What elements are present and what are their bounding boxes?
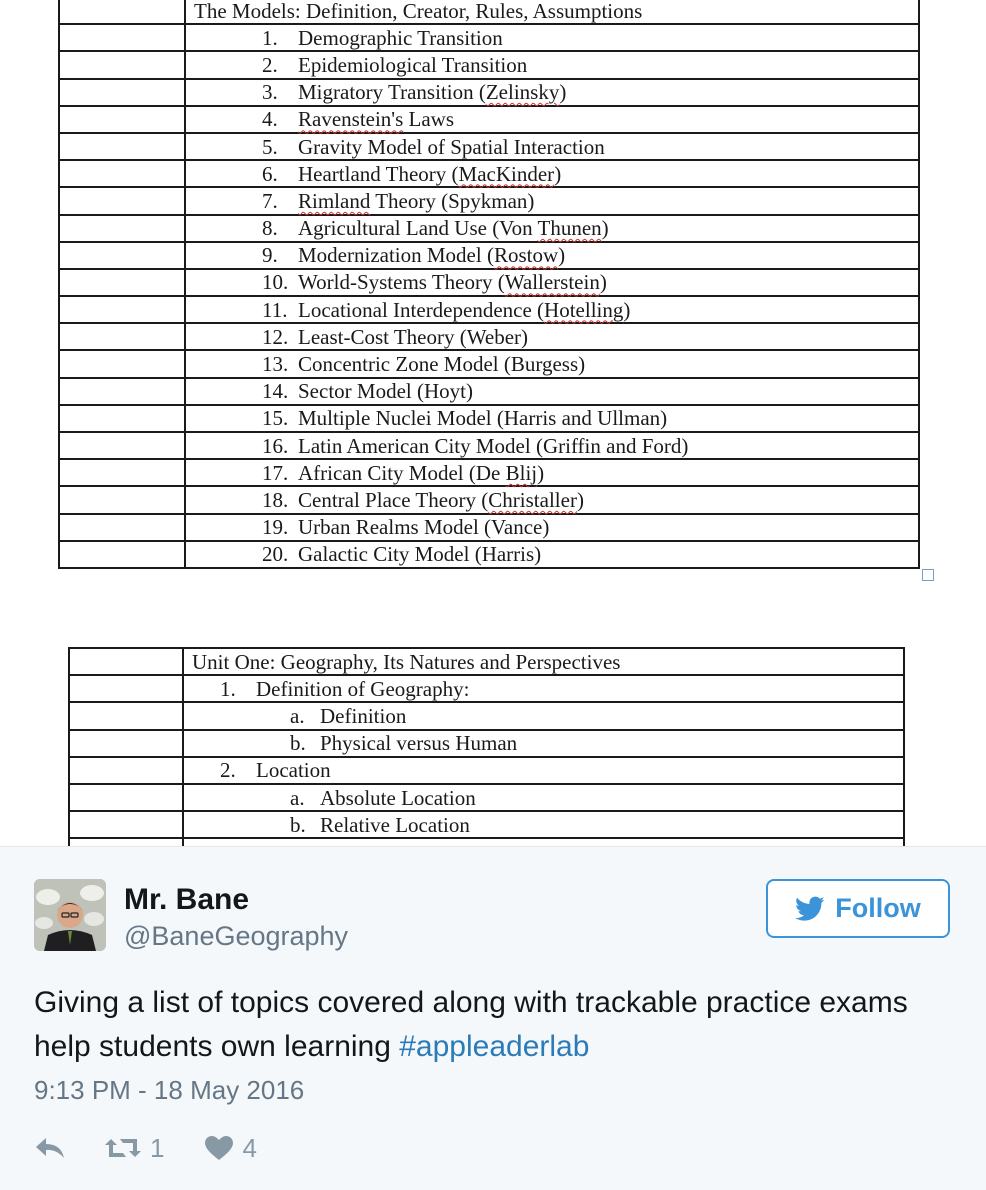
item-text: Relative Location: [320, 812, 470, 837]
models-table-header: The Models: Definition, Creator, Rules, Assumptions: [185, 0, 919, 24]
table-row: [69, 784, 904, 811]
table-row: [59, 350, 919, 377]
retweet-icon: [104, 1135, 142, 1161]
table-row: [59, 514, 919, 541]
table-cell-blank: [69, 648, 183, 675]
table-cell-blank: [59, 160, 185, 187]
table-row: [59, 378, 919, 405]
item-number: 16.: [262, 433, 289, 458]
item-number: 7.: [262, 188, 278, 213]
item-text: ): [554, 161, 562, 186]
table-cell-blank: [59, 133, 185, 160]
table-cell-blank: [69, 757, 183, 784]
table-cell-blank: [59, 187, 185, 214]
item-number: 11.: [262, 297, 288, 322]
table-row: [59, 486, 919, 513]
item-number: 4.: [262, 107, 278, 132]
retweet-button[interactable]: [104, 1133, 164, 1164]
table-cell-blank: [69, 675, 183, 702]
table-cell-blank: [59, 51, 185, 78]
item-text: Gravity Model of Spatial Interaction: [298, 134, 605, 159]
item-number: 20.: [262, 542, 289, 567]
table-cell-item: [185, 405, 919, 432]
table-cell-item: [185, 24, 919, 51]
spellcheck-word: Ravenstein's: [298, 107, 404, 132]
table-cell-item: [185, 323, 919, 350]
table-row: [59, 160, 919, 187]
table-cell-item: [185, 432, 919, 459]
table-cell-blank: [59, 323, 185, 350]
item-text: Multiple Nuclei Model (Harris and Ullman): [298, 406, 668, 431]
table-cell-item: [185, 106, 919, 133]
table-cell-item: [183, 730, 904, 757]
table-cell-blank: [69, 730, 183, 757]
item-text: Epidemiological Transition: [298, 52, 528, 77]
item-number: 6.: [262, 161, 278, 186]
item-text: Definition: [320, 703, 407, 728]
table-cell-item: [185, 187, 919, 214]
item-text: Modernization Model (: [298, 243, 494, 268]
item-text: Urban Realms Model (Vance): [298, 515, 550, 540]
item-text: Sector Model (Hoyt): [298, 379, 473, 404]
table-cell-item: [185, 160, 919, 187]
table-row: [59, 269, 919, 296]
item-text: Least-Cost Theory (Weber): [298, 324, 529, 349]
item-number: 3.: [262, 80, 278, 105]
table-row: [59, 323, 919, 350]
table-cell-item: [185, 378, 919, 405]
table-cell-blank: [59, 215, 185, 242]
item-text: ): [601, 216, 609, 241]
table-row: [69, 702, 904, 729]
author-name[interactable]: Mr. Bane: [124, 883, 250, 916]
table-row: [59, 24, 919, 51]
tweet-timestamp[interactable]: 9:13 PM - 18 May 2016: [34, 1075, 305, 1105]
spellcheck-word: MacKinder: [458, 161, 555, 186]
table-cell-item: [185, 51, 919, 78]
item-number: 13.: [262, 352, 289, 377]
item-number: 2.: [220, 758, 236, 783]
tweet-text: [34, 981, 934, 1069]
item-text: African City Model (De: [298, 460, 506, 485]
avatar-image: [34, 879, 106, 951]
item-number: 15.: [262, 406, 289, 431]
item-text: ): [576, 487, 584, 512]
table-row-cutoff: [68, 839, 905, 846]
item-text: World-Systems Theory (: [298, 270, 505, 295]
item-number: 10.: [262, 270, 289, 295]
table-row: [59, 133, 919, 160]
table-cell-item: [185, 486, 919, 513]
item-text: Latin American City Model (Griffin and Ford): [298, 433, 689, 458]
models-table: [58, 0, 920, 569]
table-cell-blank: [59, 432, 185, 459]
table-cell-item: [185, 133, 919, 160]
heart-icon: [204, 1135, 234, 1161]
spellcheck-word: Christaller: [488, 487, 577, 512]
table-cell-item: [185, 350, 919, 377]
table-cell-blank: [59, 541, 185, 568]
reply-icon: [34, 1135, 66, 1161]
table-row: [59, 187, 919, 214]
item-text: Theory (Spykman): [370, 188, 535, 213]
item-number: 14.: [262, 379, 289, 404]
item-number: 19.: [262, 515, 289, 540]
item-number: 12.: [262, 324, 289, 349]
item-number: 8.: [262, 216, 278, 241]
item-text: Central Place Theory (: [298, 487, 489, 512]
tweet-actions: [34, 1133, 257, 1163]
table-cell-blank: [59, 296, 185, 323]
item-number: a.: [290, 785, 305, 810]
item-text: Heartland Theory (: [298, 161, 459, 186]
item-number: 5.: [262, 134, 278, 159]
table-cell-item: [183, 675, 904, 702]
table-cell-blank: [59, 0, 185, 24]
spellcheck-word: Hotelling: [544, 297, 624, 322]
table-header-row: [69, 648, 904, 675]
table-row: [59, 296, 919, 323]
item-number: 17.: [262, 460, 289, 485]
table-row: [69, 811, 904, 838]
twitter-bird-icon: [795, 896, 825, 922]
table-cell-blank: [69, 784, 183, 811]
item-text: ): [558, 243, 566, 268]
table-cell-item: [185, 215, 919, 242]
like-count: 4: [242, 1132, 257, 1163]
table-row: [59, 215, 919, 242]
item-text: Physical versus Human: [320, 731, 518, 756]
table-cell-item: [185, 269, 919, 296]
item-text: Concentric Zone Model (Burgess): [298, 352, 586, 377]
table-resize-handle[interactable]: [922, 569, 934, 581]
reply-button[interactable]: [34, 1135, 66, 1161]
table-cell-blank: [59, 242, 185, 269]
spellcheck-word: Rostow: [493, 243, 559, 268]
table-cell-item: [185, 296, 919, 323]
table-row: [59, 79, 919, 106]
item-text: Demographic Transition: [298, 25, 503, 50]
item-text: Locational Interdependence (: [298, 297, 545, 322]
item-text: Agricultural Land Use (Von: [298, 216, 538, 241]
item-text: Definition of Geography:: [256, 676, 470, 701]
avatar[interactable]: [34, 879, 106, 951]
tweet-card: [0, 846, 986, 1190]
table-row: [69, 757, 904, 784]
table-cell-item: [183, 811, 904, 838]
item-number: b.: [290, 731, 306, 756]
table-row: [59, 405, 919, 432]
item-number: 9.: [262, 243, 278, 268]
spellcheck-word: Rimland: [298, 188, 371, 213]
item-number: 1.: [262, 25, 278, 50]
table-row: [69, 675, 904, 702]
table-row: [59, 106, 919, 133]
table-header-row: [59, 0, 919, 24]
spellcheck-word: Blij: [505, 460, 538, 485]
table-row: [59, 541, 919, 568]
item-text: ): [599, 270, 607, 295]
item-text: ): [537, 460, 545, 485]
table-row: [59, 51, 919, 78]
table-cell-blank: [59, 459, 185, 486]
table-cell-blank: [59, 24, 185, 51]
like-button[interactable]: [204, 1133, 256, 1164]
item-text: Laws: [403, 107, 455, 132]
item-number: 1.: [220, 676, 236, 701]
unit-table-header: Unit One: Geography, Its Natures and Perspectives: [183, 648, 904, 675]
table-cell-item: [183, 702, 904, 729]
item-text: Migratory Transition (: [298, 80, 486, 105]
follow-button[interactable]: [766, 879, 950, 938]
item-number: a.: [290, 703, 305, 728]
table-cell-blank: [69, 702, 183, 729]
item-number: 2.: [262, 52, 278, 77]
table-cell-blank: [59, 486, 185, 513]
retweet-count: 1: [150, 1132, 165, 1163]
hashtag-link[interactable]: #appleaderlab: [399, 1030, 590, 1063]
table-cell-blank: [59, 514, 185, 541]
unit-table: [68, 647, 905, 839]
table-cell-item: [185, 242, 919, 269]
table-cell-item: [185, 459, 919, 486]
table-cell-item: [183, 757, 904, 784]
tweet-body: Giving a list of topics covered along with trackable practice exams help students own learning: [34, 986, 908, 1063]
author-handle[interactable]: @BaneGeography: [124, 921, 349, 951]
table-cell-item: [185, 514, 919, 541]
table-cell-blank: [59, 350, 185, 377]
table-cell-blank: [59, 269, 185, 296]
table-cell-item: [183, 784, 904, 811]
spellcheck-word: Thunen: [537, 216, 602, 241]
table-cell-item: [185, 541, 919, 568]
item-text: Galactic City Model (Harris): [298, 542, 542, 567]
follow-label: Follow: [835, 893, 921, 923]
item-number: 18.: [262, 487, 289, 512]
item-text: ): [623, 297, 631, 322]
item-text: Location: [256, 758, 331, 783]
table-cell-blank: [59, 106, 185, 133]
table-row: [59, 432, 919, 459]
table-cell-item: [185, 79, 919, 106]
item-text: Absolute Location: [320, 785, 476, 810]
item-number: b.: [290, 812, 306, 837]
table-row: [69, 730, 904, 757]
spellcheck-word: Zelinsky: [485, 80, 560, 105]
table-row: [59, 242, 919, 269]
spellcheck-word: Wallerstein: [504, 270, 600, 295]
table-cell-blank: [69, 811, 183, 838]
table-cell-blank: [59, 378, 185, 405]
item-text: ): [559, 80, 567, 105]
table-cell-blank: [59, 405, 185, 432]
table-row: [59, 459, 919, 486]
table-cell-blank: [59, 79, 185, 106]
